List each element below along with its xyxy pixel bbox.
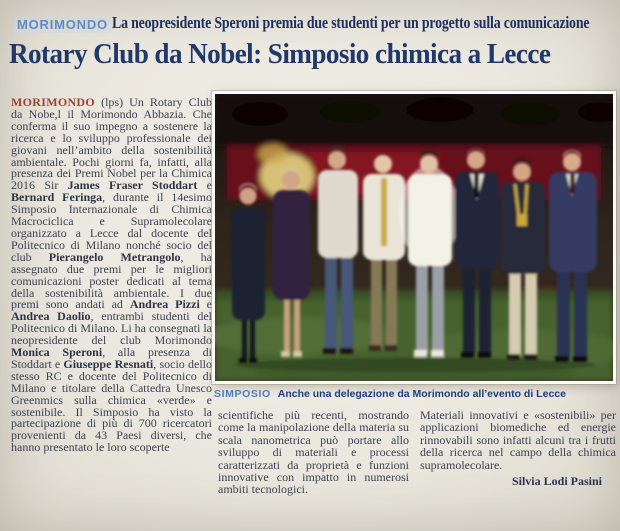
photo-caption — [214, 388, 618, 401]
caption-text: Anche una delegazione da Morimondo all’evento di Lecce — [277, 388, 566, 400]
body-paragraph-3: Materiali innovativi e «sostenibili» per applicazioni biomediche ed energie rinnovabili sono infatti alcuni tra i frutti della ricerca nel campo della chimica supramolecolare. — [420, 408, 616, 472]
headline: Rotary Club da Nobel: Simposio chimica a Lecce — [9, 39, 551, 70]
article-photo — [212, 91, 616, 384]
section-kicker: MORIMONDO — [14, 17, 111, 33]
photo-image — [215, 94, 613, 381]
body-paragraph: MORIMONDO (lps) Un Rotary Club da Nobe,l il Morimondo Abbazia. Che conferma il suo impegno a sostenere la ricerca e lo sviluppo professionale dei giovani nell’ambito della sostenibilità ambientale. Pochi giorni fa, infatti, alla presenza dei Premi Nobel per la Chimica 2016 Sir James Fraser Stoddart e Bernard Feringa, durante il 14esimo Simposio Internazionale di Chimica Macrociclica e Supramolecolare organizzato a Lecce dal docente del Politecnico di Milano nonché socio del club Pierangelo Metrangolo, ha assegnato due premi per le migliori comunicazioni poster dedicati al tema della sostenibilità ambientale. I due premi sono andati ad Andrea Pizzi e Andrea Daolio, entrambi studenti del Politecnico di Milano. Li ha consegnati la neopresidente del club Morimondo Monica Speroni, alla presenza di Stoddart e Giuseppe Resnati, socio dello stesso RC e docente del Politecnico di Milano e titolare della Cattedra Unesco Greenmics sulla chimica «verde» e sostenibile. Il Simposio ha visto la partecipazione di più di 700 ricercatori provenienti da 43 Paesi diversi, che hanno presentato le loro scoperte — [11, 97, 212, 455]
article-column-3 — [420, 409, 616, 487]
article-column-2 — [218, 409, 409, 496]
caption-label: SIMPOSIO — [214, 388, 271, 400]
author-signature: Silvia Lodi Pasini — [511, 474, 602, 489]
strap-headline: La neopresidente Speroni premia due studenti per un progetto sulla comunicazione — [112, 13, 590, 32]
article-column-1 — [11, 97, 212, 492]
body-paragraph-2: scientifiche più recenti, mostrando come la manipolazione della materia su scala nanometrica può portare allo sviluppo di materiali e processi caratterizzati da proprietà e funzioni innovative con impatto in numerosi ambiti tecnologici. — [218, 408, 409, 497]
